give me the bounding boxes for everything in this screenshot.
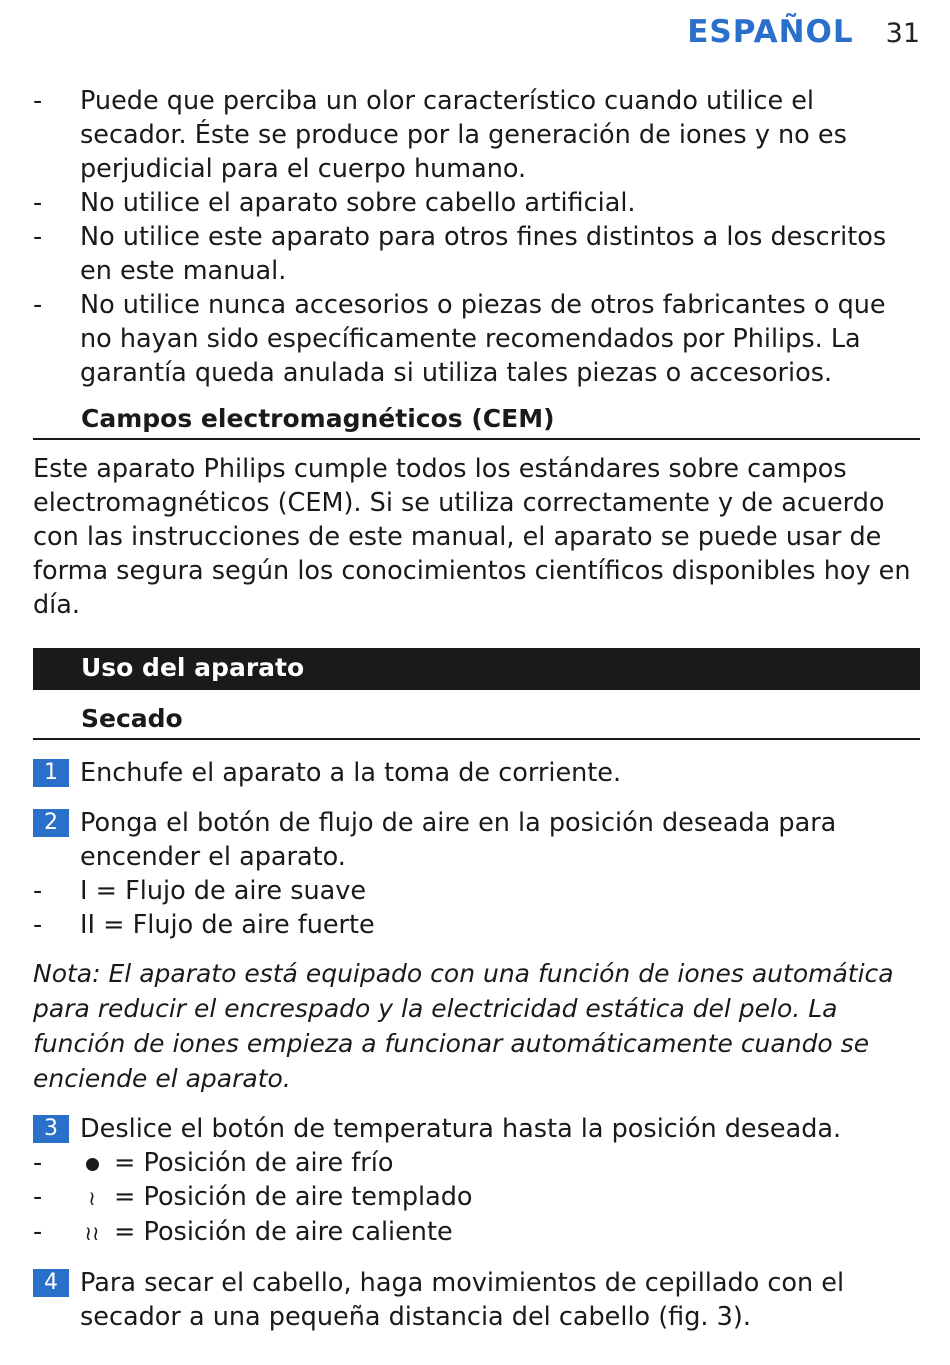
temperature-option: = Posición de aire frío xyxy=(114,1148,394,1178)
list-item: - = Posición de aire frío xyxy=(33,1148,394,1178)
step-1 xyxy=(33,756,920,790)
step-2 xyxy=(33,806,920,874)
list-item: - II = Flujo de aire fuerte xyxy=(33,908,920,942)
usage-section-bar: Uso del aparato xyxy=(33,648,920,690)
page-header xyxy=(687,14,920,50)
hot-double-wave-icon: ≀≀ xyxy=(84,1221,100,1245)
step-3 xyxy=(33,1112,920,1146)
bullet-text: No utilice este aparato para otros fines distintos a los descritos en este manual. xyxy=(80,222,887,286)
step-text: Para secar el cabello, haga movimientos de cepillado con el secador a una pequeña distancia del cabello (fig. 3). xyxy=(80,1268,845,1332)
step-number-badge: 3 xyxy=(33,1115,69,1143)
note-label: Nota: xyxy=(33,959,101,988)
list-item: - ≀ = Posición de aire templado xyxy=(33,1180,920,1215)
page-number: 31 xyxy=(885,18,920,49)
list-item: - No utilice nunca accesorios o piezas de otros fabricantes o que no hayan sido específicamente recomendados por Philips. La garantía queda anulada si utiliza tales piezas o accesorios. xyxy=(33,288,920,390)
list-item: - I = Flujo de aire suave xyxy=(33,874,920,908)
emf-heading: Campos electromagnéticos (CEM) xyxy=(33,402,920,440)
step-4 xyxy=(33,1266,920,1334)
list-item: - No utilice este aparato para otros fines distintos a los descritos en este manual. xyxy=(33,220,920,288)
temperature-option: = Posición de aire templado xyxy=(114,1182,473,1212)
step-number-badge: 1 xyxy=(33,759,69,787)
note-paragraph xyxy=(33,956,920,1096)
language-label: ESPAÑOL xyxy=(687,14,854,50)
drying-subheading: Secado xyxy=(33,702,920,740)
note-text: El aparato está equipado con una función de iones automática para reducir el encrespado y la electricidad estática del pelo. La función de iones empieza a funcionar automáticamente cuando se enciende el aparato. xyxy=(33,959,894,1093)
page-content xyxy=(33,84,920,1334)
step-number-badge: 2 xyxy=(33,809,69,837)
cold-dot-icon xyxy=(80,1146,104,1180)
list-item: - No utilice el aparato sobre cabello artificial. xyxy=(33,186,920,220)
bullet-text: No utilice nunca accesorios o piezas de otros fabricantes o que no hayan sido específicamente recomendados por Philips. La garantía queda anulada si utiliza tales piezas o accesorios. xyxy=(80,290,886,388)
step-text: Ponga el botón de flujo de aire en la posición deseada para encender el aparato. xyxy=(80,808,837,872)
temperature-option: = Posición de aire caliente xyxy=(114,1217,453,1247)
emf-paragraph: Este aparato Philips cumple todos los estándares sobre campos electromagnéticos (CEM). Si se utiliza correctamente y de acuerdo con las instrucciones de este manual, el aparato se puede usar de forma segura según los conocimientos científicos disponibles hoy en día. xyxy=(33,454,911,620)
step-text: Enchufe el aparato a la toma de corriente. xyxy=(80,758,622,788)
step-number-badge: 4 xyxy=(33,1269,69,1297)
list-item: - Puede que perciba un olor característico cuando utilice el secador. Éste se produce por la generación de iones y no es perjudicial para el cuerpo humano. xyxy=(33,84,920,186)
bullet-text: No utilice el aparato sobre cabello artificial. xyxy=(80,188,636,218)
warm-single-wave-icon: ≀ xyxy=(88,1186,96,1210)
list-item: - ≀≀ = Posición de aire caliente xyxy=(33,1215,920,1250)
step-text: Deslice el botón de temperatura hasta la posición deseada. xyxy=(80,1114,842,1144)
bullet-text: Puede que perciba un olor característico cuando utilice el secador. Éste se produce por la generación de iones y no es perjudicial para el cuerpo humano. xyxy=(80,86,847,184)
airflow-option: I = Flujo de aire suave xyxy=(80,876,367,906)
airflow-option: II = Flujo de aire fuerte xyxy=(80,910,375,940)
